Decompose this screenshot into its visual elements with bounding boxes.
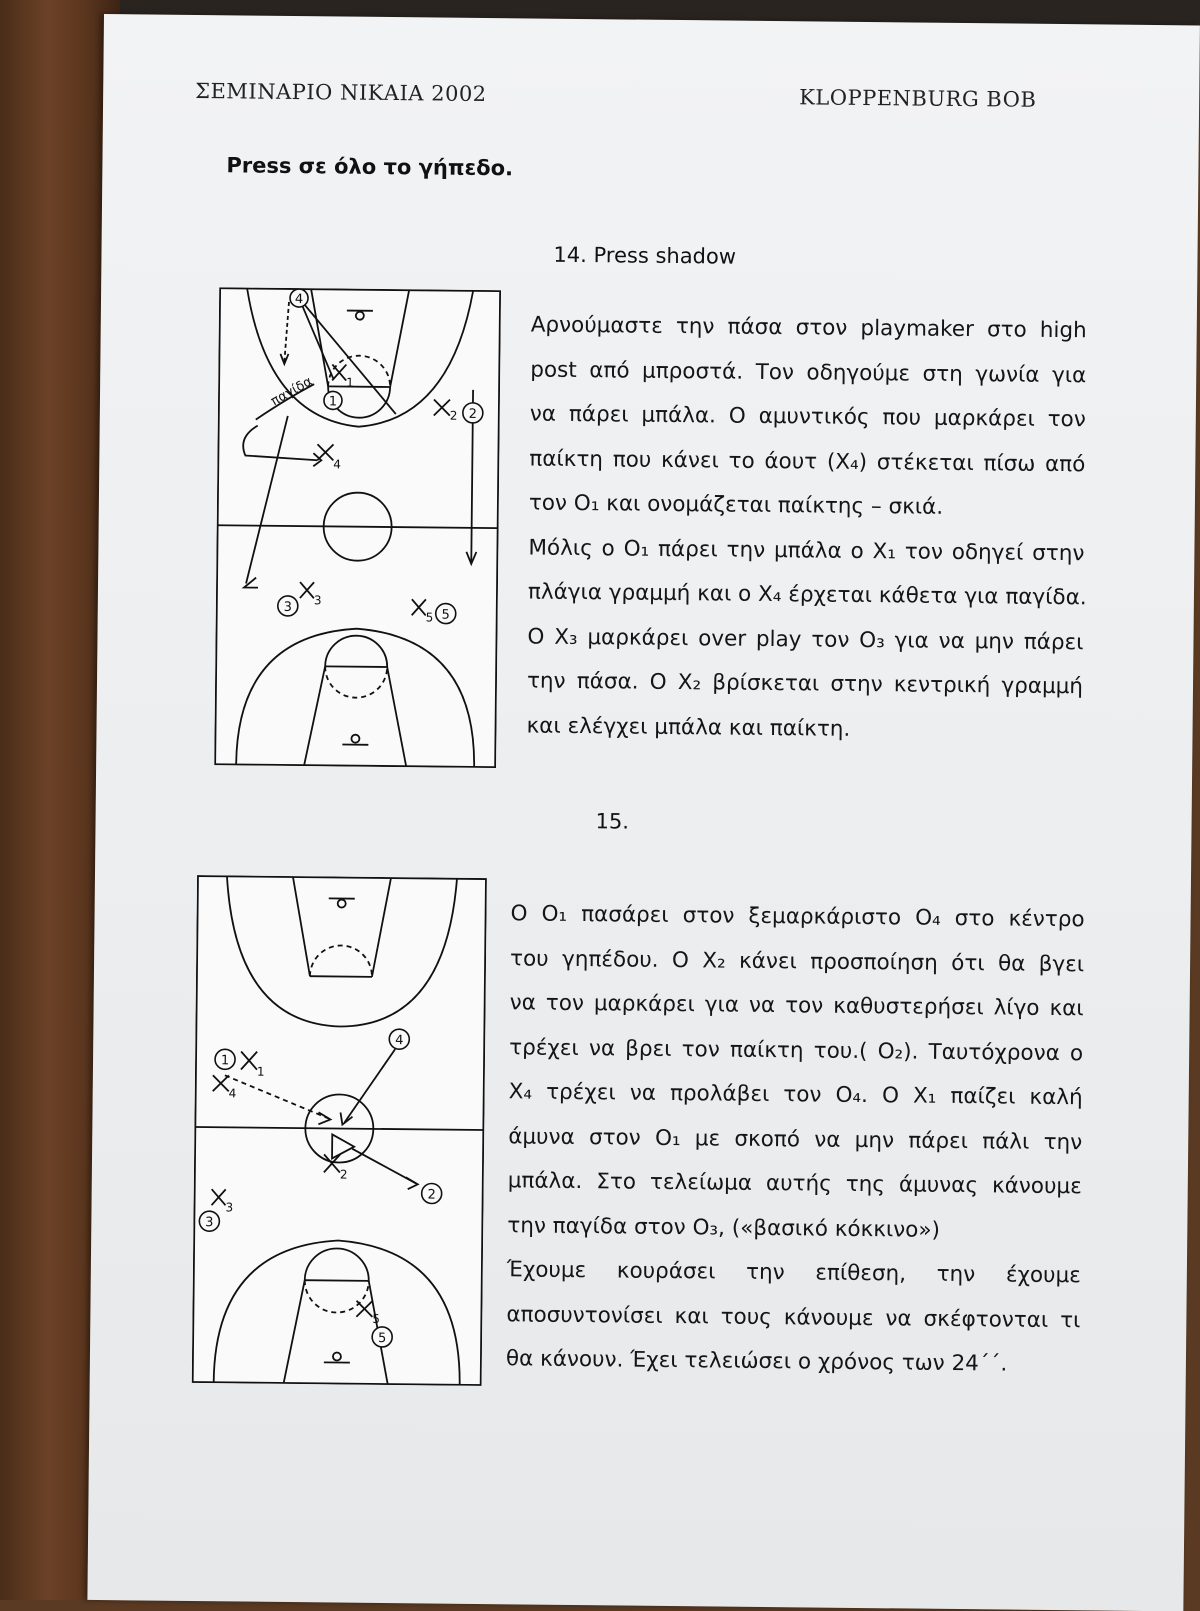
s15-line-7: μπάλα. Στο τελείωμα αυτής της άμυνας κάνουμε [508, 1159, 1082, 1210]
court-diagram-15 [192, 875, 487, 1386]
page-title: Press σε όλο το γήπεδο. [226, 153, 513, 180]
player-1-label: 1 [329, 394, 337, 409]
court-diagram-14 [214, 287, 501, 768]
defender-x5-label: 5 [426, 610, 434, 624]
s14-line-1: Αρνούμαστε την πάσα στον playmaker στο high [531, 303, 1087, 353]
defender-x3 [212, 1189, 226, 1205]
s14-line-8: Ο X₃ μαρκάρει over play τον O₃ για να μην πάρει [527, 615, 1083, 665]
header-author: KLOPPENBURG BOB [799, 85, 1036, 111]
court-diagram-14-svg [214, 287, 501, 768]
section-15-text [506, 892, 1085, 1387]
defender-x4-label: 4 [333, 457, 341, 471]
court-diagram-15-svg [192, 875, 487, 1386]
defender-x4-label: 4 [229, 1086, 237, 1100]
player-5-label: 5 [378, 1331, 386, 1346]
document-page [87, 14, 1200, 1611]
player-4-label: 4 [395, 1033, 403, 1048]
s14-line-5: τον O₁ και ονομάζεται παίκτης – σκιά. [529, 481, 1085, 531]
s15-line-4: τρέχει να βρει τον παίκτη του.( O₂). Ταυτόχρονα ο [509, 1026, 1083, 1077]
pass-arrow [224, 1075, 328, 1118]
s14-line-9: την πάσα. Ο X₂ βρίσκεται στην κεντρική γραμμή [527, 659, 1083, 709]
defender-x3 [300, 582, 314, 598]
s15-line-9: Έχουμε κουράσει την επίθεση, την έχουμε [507, 1248, 1081, 1299]
defender-x4 [317, 444, 333, 460]
section-14-text [526, 303, 1087, 754]
defender-x3-label: 3 [225, 1200, 233, 1214]
defender-x4 [213, 1075, 229, 1091]
half-court-line [195, 1127, 483, 1130]
player-4-label: 4 [295, 292, 303, 307]
s15-line-11: θα κάνουν. Έχει τελειώσει ο χρόνος των 24΄΄. [506, 1337, 1080, 1388]
player-2-label: 2 [469, 407, 477, 422]
player-2-label: 2 [427, 1187, 435, 1202]
defender-x2-label: 2 [340, 1168, 348, 1182]
player-1-label: 1 [221, 1053, 229, 1068]
defender-x2 [434, 399, 450, 415]
defender-x3-label: 3 [314, 593, 322, 607]
section-15-heading: 15. [595, 809, 629, 833]
s14-line-10: και ελέγχει μπάλα και παίκτη. [526, 704, 1082, 754]
s15-line-1: Ο O₁ πασάρει στον ξεμαρκάριστο O₄ στο κέντρο [510, 892, 1084, 943]
header-seminar: ΣΕΜΙΝΑΡΙΟ ΝΙΚΑΙΑ 2002 [195, 79, 487, 106]
s15-line-8: την παγίδα στον O₃, («βασικό κόκκινο») [507, 1204, 1081, 1255]
defender-x1-label: 1 [346, 376, 354, 390]
defender-x5-label: 5 [372, 1312, 380, 1326]
player-5-label: 5 [442, 608, 450, 623]
trap-label: παγίδα [269, 374, 316, 409]
s15-line-6: άμυνα στον O₁ με σκοπό να μην πάρει πάλι την [508, 1115, 1082, 1166]
defender-x2-label: 2 [450, 409, 458, 423]
s14-line-7: πλάγια γραμμή και ο X₄ έρχεται κάθετα για παγίδα. [528, 570, 1084, 620]
s14-line-3: να πάρει μπάλα. Ο αμυντικός που μαρκάρει τον [530, 392, 1086, 442]
defender-x1 [332, 364, 346, 380]
s15-line-5: X₄ τρέχει να προλάβει τον O₄. Ο X₁ παίζει καλή [508, 1070, 1082, 1121]
s14-line-4: παίκτη που κάνει το άουτ (X₄) στέκεται πίσω από [529, 437, 1085, 487]
s15-line-2: του γηπέδου. Ο X₂ κάνει προσποίηση ότι θα βγει [510, 937, 1084, 988]
s14-line-6: Μόλις ο O₁ πάρει την μπάλα ο X₁ τον οδηγεί στην [528, 526, 1084, 576]
defender-x1-label: 1 [257, 1065, 265, 1079]
s14-line-2: post από μπροστά. Τον οδηγούμε στη γωνία για [530, 348, 1086, 398]
s15-line-3: να τον μαρκάρει για να τον καθυστερήσει λίγο και [509, 981, 1083, 1032]
player-3-label: 3 [284, 600, 292, 615]
defender-x1 [241, 1051, 257, 1069]
player-3-label: 3 [205, 1215, 213, 1230]
s15-line-10: αποσυντονίσει και τους κάνουμε να σκέφτονται τι [506, 1293, 1080, 1344]
defender-x5 [412, 599, 426, 615]
pass-line [298, 298, 397, 414]
defender-x5 [356, 1301, 372, 1317]
section-14-heading: 14. Press shadow [553, 243, 736, 269]
